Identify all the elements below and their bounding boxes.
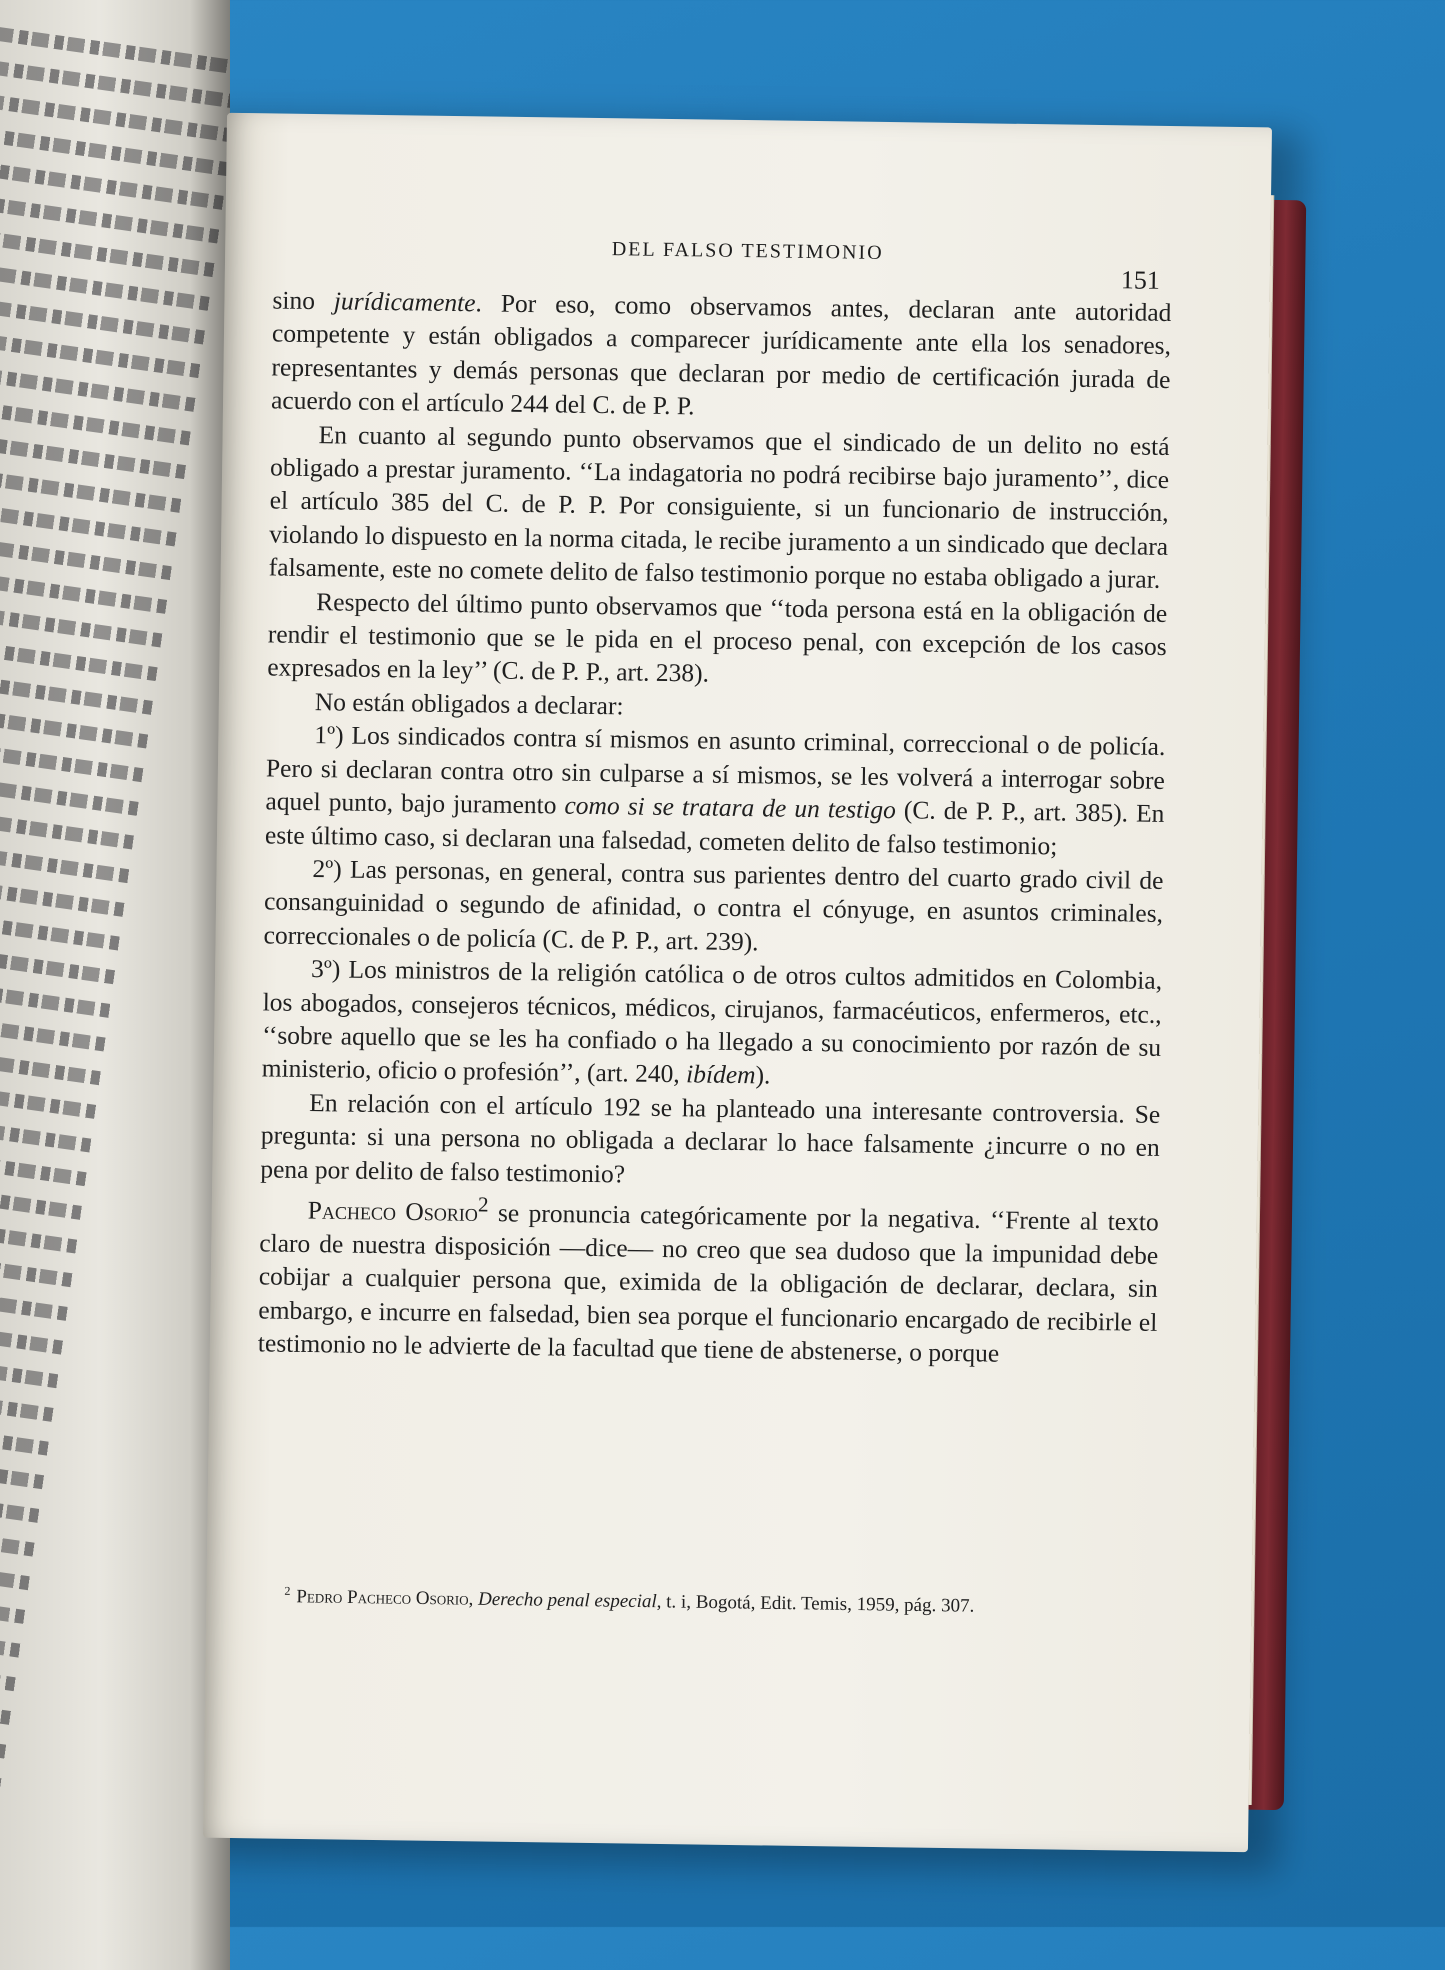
italic-run: ibídem bbox=[685, 1059, 756, 1090]
text-run: 3º) Los ministros de la religión católica o de otros cultos admitidos en Colombia, los abogados, consejeros técnicos, médicos, cirujanos, farmacéuticos, enfermeros, etc., ‘‘sobre aquello que se les ha confiado o ha llegado a su conocimiento por razón de su ministerio, oficio o profesión’’, (art. 240, bbox=[261, 954, 1163, 1089]
paragraph bbox=[263, 851, 1163, 964]
text-run: 1º) Los sindicados contra sí mismos en asunto criminal, correccional o de policía. Pero si declaran contra otro sin culparse a sí mismos, se les volverá a interrogar sobre aquel punto, bajo juramento bbox=[265, 720, 1166, 820]
footnote-author: Pedro Pacheco Osorio bbox=[296, 1586, 469, 1610]
text-run: 2º) Las personas, en general, contra sus parientes dentro del cuarto grado civil de consanguinidad o segundo de afinidad, o contra el cónyuge, en asuntos criminales, correccionales o de policía (C. de P. P., art. 239). bbox=[263, 853, 1164, 957]
footnote-mark: 2 bbox=[284, 1583, 291, 1598]
italic-run: como si se tratara de un testigo bbox=[564, 790, 897, 825]
paragraph bbox=[265, 718, 1166, 864]
page-body-text bbox=[258, 283, 1172, 1372]
text-run: Respecto del último punto observamos que ‘‘toda persona está en la obligación de rendir el testimonio que se le pida en el proceso penal, con excepción de los casos expresados en la ley’’ (C. de P. P., art. 238). bbox=[267, 586, 1168, 689]
right-page bbox=[203, 113, 1272, 1852]
paragraph bbox=[260, 1085, 1160, 1198]
running-header: DEL FALSO TESTIMONIO bbox=[611, 238, 884, 264]
page-number: 151 bbox=[1120, 265, 1161, 295]
text-run: ). bbox=[755, 1060, 771, 1090]
paragraph bbox=[262, 952, 1163, 1098]
text-run: se pronuncia categóricamente por la negativa. ‘‘Frente al texto claro de nuestra disposición —dice— no creo que sea dudoso que la impunidad debe cobijar a cualquier persona que, eximida de la obligación de declarar, declara, sin embargo, e incurre en falsedad, bien sea porque el funcionario encargado de recibirle el testimonio no le advierte de la facultad que tiene de abstenerse, o porque bbox=[257, 1198, 1159, 1368]
paragraph bbox=[258, 1185, 1159, 1372]
left-page bbox=[0, 0, 230, 1970]
paragraph bbox=[267, 584, 1167, 697]
text-run: Pacheco Osorio bbox=[307, 1195, 479, 1227]
text-run: En cuanto al segundo punto observamos que el sindicado de un delito no está obligado a prestar juramento. ‘‘La indagatoria no podrá recibirse bajo juramento’’, dice el artículo 385 del C. de P. P. Por consiguiente, si un funcionario de instrucción, violando lo dispuesto en la norma citada, le recibe juramento a un sindicado que declara falsamente, este no comete delito de falso testimonio porque no estaba obligado a jurar. bbox=[268, 419, 1170, 595]
text-run: (C. de P. P., art. 385). En este último caso, si declaran una falsedad, cometen delito de falso testimonio; bbox=[264, 795, 1165, 860]
footnote: $^2$ Pedro Pacheco Osorio, Derecho penal especial, t. i, Bogotá, Edit. Temis, 1959, pág. 307. bbox=[284, 1583, 975, 1617]
footnote-ref: 2 bbox=[477, 1192, 489, 1217]
paragraph bbox=[271, 283, 1172, 429]
footnote-title: Derecho penal especial bbox=[477, 1588, 657, 1613]
paragraph bbox=[269, 417, 1170, 597]
italic-run: jurídicamente bbox=[333, 286, 476, 318]
text-run: En relación con el artículo 192 se ha planteado una interesante controversia. Se pregunta: si una persona no obligada a declarar lo hace falsamente ¿incurre o no en pena por delito de falso testimonio? bbox=[260, 1087, 1161, 1189]
text-run: No están obligados a declarar: bbox=[314, 686, 624, 721]
text-run: sino bbox=[272, 285, 335, 316]
footnote-details: , t. i, Bogotá, Edit. Temis, 1959, pág. 307. bbox=[656, 1591, 975, 1617]
text-run: . Por eso, como observamos antes, declaran ante autoridad competente y están obligados a comparecer jurídicamente ante ella los senadores, representantes y demás personas que declaran por medio de certificación jurada de acuerdo con el artículo 244 del C. de P. P. bbox=[270, 288, 1172, 421]
